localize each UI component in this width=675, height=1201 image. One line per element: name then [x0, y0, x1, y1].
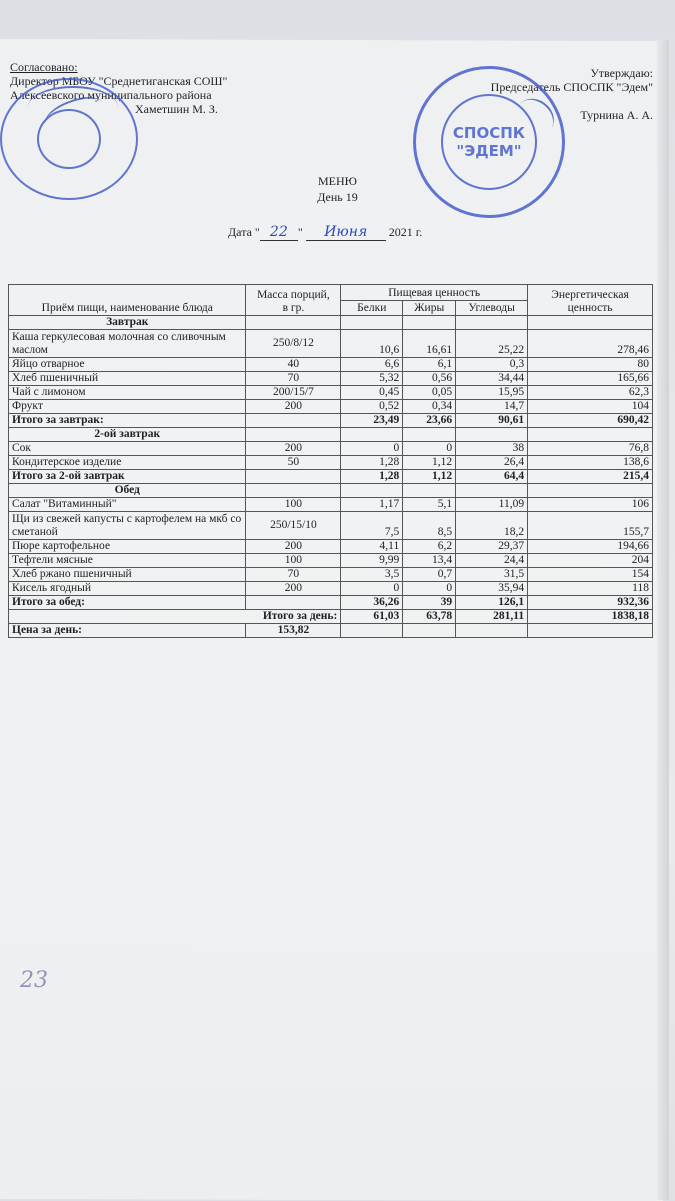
dish-name: Кондитерское изделие — [9, 456, 246, 470]
day-label: День 19 — [317, 190, 358, 204]
date-line — [228, 224, 422, 241]
dish-carbs: 15,95 — [456, 386, 528, 400]
dish-energy: 62,3 — [528, 386, 653, 400]
price-label: Цена за день: — [9, 624, 246, 638]
dish-fat: 1,12 — [403, 456, 456, 470]
dish-name: Салат "Витаминный" — [9, 498, 246, 512]
empty-cell — [403, 428, 456, 442]
agreed-label: Согласовано: — [10, 60, 78, 74]
dish-energy: 278,46 — [528, 330, 653, 358]
dish-protein: 0 — [341, 442, 403, 456]
dish-carbs: 38 — [456, 442, 528, 456]
table-row — [9, 442, 653, 456]
empty-cell — [403, 624, 456, 638]
header-mass — [246, 285, 341, 316]
table-row — [9, 540, 653, 554]
dish-carbs: 31,5 — [456, 568, 528, 582]
subtotal-label: Итого за обед: — [9, 596, 246, 610]
dish-name: Чай с лимоном — [9, 386, 246, 400]
dish-carbs: 0,3 — [456, 358, 528, 372]
price-value: 153,82 — [246, 624, 341, 638]
subtotal-protein: 23,49 — [341, 414, 403, 428]
stamp-text-2: "ЭДЕМ" — [456, 142, 522, 160]
dish-protein: 0,45 — [341, 386, 403, 400]
table-row — [9, 386, 653, 400]
dish-fat: 5,1 — [403, 498, 456, 512]
dish-name: Каша геркулесовая молочная со сливочным маслом — [9, 330, 246, 358]
day-total-protein: 61,03 — [341, 610, 403, 624]
table-row — [9, 400, 653, 414]
subtotal-fat: 1,12 — [403, 470, 456, 484]
subtotal-fat: 39 — [403, 596, 456, 610]
empty-cell — [528, 428, 653, 442]
approve-line1: Председатель СПОСПК "Эдем" — [490, 80, 653, 94]
empty-cell — [403, 316, 456, 330]
table-row — [9, 372, 653, 386]
dish-fat: 0 — [403, 442, 456, 456]
dish-energy: 204 — [528, 554, 653, 568]
stamp-text-1: СПОСПК — [452, 124, 526, 142]
dish-name: Хлеб пшеничный — [9, 372, 246, 386]
dish-energy: 76,8 — [528, 442, 653, 456]
dish-mass: 250/15/10 — [246, 512, 341, 540]
subtotal-carbs: 90,61 — [456, 414, 528, 428]
dish-energy: 165,66 — [528, 372, 653, 386]
section-title: Обед — [9, 484, 246, 498]
day-total-energy: 1838,18 — [528, 610, 653, 624]
subtotal-carbs: 64,4 — [456, 470, 528, 484]
empty-cell — [341, 316, 403, 330]
menu-title: МЕНЮ — [318, 174, 357, 188]
day-total-carbs: 281,11 — [456, 610, 528, 624]
empty-cell — [246, 484, 341, 498]
date-label: Дата " — [228, 225, 260, 239]
table-row — [9, 512, 653, 540]
empty-cell — [403, 484, 456, 498]
header-protein: Белки — [341, 300, 403, 316]
table-row — [9, 582, 653, 596]
table-row — [9, 330, 653, 358]
section-title: 2-ой завтрак — [9, 428, 246, 442]
approve-label: Утверждаю: — [590, 66, 653, 80]
dish-protein: 1,28 — [341, 456, 403, 470]
empty-cell — [528, 316, 653, 330]
dish-mass: 50 — [246, 456, 341, 470]
approve-name: Турнина А. А. — [580, 108, 653, 122]
dish-carbs: 14,7 — [456, 400, 528, 414]
subtotal-energy: 215,4 — [528, 470, 653, 484]
dish-name: Тефтели мясные — [9, 554, 246, 568]
dish-energy: 155,7 — [528, 512, 653, 540]
subtotal-carbs: 126,1 — [456, 596, 528, 610]
dish-mass: 200 — [246, 540, 341, 554]
subtotal-protein: 36,26 — [341, 596, 403, 610]
dish-protein: 0,52 — [341, 400, 403, 414]
table-row — [9, 456, 653, 470]
dish-carbs: 29,37 — [456, 540, 528, 554]
paper-edge — [657, 40, 669, 1200]
date-day: 22 — [260, 224, 298, 241]
table-row — [9, 498, 653, 512]
section-row — [9, 316, 653, 330]
header-nutrition: Пищевая ценность — [341, 285, 528, 301]
subtotal-row — [9, 596, 653, 610]
dish-energy: 194,66 — [528, 540, 653, 554]
empty-cell — [528, 484, 653, 498]
empty-cell — [246, 428, 341, 442]
dish-mass: 70 — [246, 568, 341, 582]
empty-cell — [246, 414, 341, 428]
dish-energy: 104 — [528, 400, 653, 414]
empty-cell — [528, 624, 653, 638]
dish-protein: 10,6 — [341, 330, 403, 358]
dish-name: Сок — [9, 442, 246, 456]
agreed-line1: Директор МБОУ "Среднетиганская СОШ" — [10, 74, 228, 88]
dish-fat: 0,34 — [403, 400, 456, 414]
dish-protein: 6,6 — [341, 358, 403, 372]
dish-energy: 80 — [528, 358, 653, 372]
table-row — [9, 358, 653, 372]
dish-fat: 8,5 — [403, 512, 456, 540]
date-year: 2021 г. — [388, 225, 423, 239]
dish-protein: 5,32 — [341, 372, 403, 386]
dish-mass: 200 — [246, 400, 341, 414]
dish-carbs: 11,09 — [456, 498, 528, 512]
dish-mass: 200 — [246, 582, 341, 596]
dish-carbs: 24,4 — [456, 554, 528, 568]
dish-carbs: 18,2 — [456, 512, 528, 540]
date-month: Июня — [306, 224, 386, 241]
dish-name: Фрукт — [9, 400, 246, 414]
dish-fat: 0 — [403, 582, 456, 596]
price-row — [9, 624, 653, 638]
day-total-label: Итого за день: — [9, 610, 341, 624]
header-carbs: Углеводы — [456, 300, 528, 316]
dish-fat: 6,2 — [403, 540, 456, 554]
subtotal-row — [9, 414, 653, 428]
section-title: Завтрак — [9, 316, 246, 330]
date-sep: " — [297, 225, 303, 239]
agreed-line2: Алексеевского муниципального района — [10, 88, 212, 102]
header-energy-line2: ценность — [567, 302, 613, 314]
subtotal-energy: 932,36 — [528, 596, 653, 610]
table-row — [9, 554, 653, 568]
dish-protein: 3,5 — [341, 568, 403, 582]
day-total-fat: 63,78 — [403, 610, 456, 624]
dish-name: Хлеб ржано пшеничный — [9, 568, 246, 582]
empty-cell — [246, 316, 341, 330]
header-mass-line1: Масса порций, — [257, 289, 330, 301]
section-row — [9, 428, 653, 442]
dish-carbs: 35,94 — [456, 582, 528, 596]
dish-carbs: 26,4 — [456, 456, 528, 470]
dish-protein: 9,99 — [341, 554, 403, 568]
subtotal-label: Итого за 2-ой завтрак — [9, 470, 246, 484]
dish-energy: 118 — [528, 582, 653, 596]
dish-name: Кисель ягодный — [9, 582, 246, 596]
dish-name: Яйцо отварное — [9, 358, 246, 372]
dish-fat: 0,7 — [403, 568, 456, 582]
section-row — [9, 484, 653, 498]
dish-fat: 0,56 — [403, 372, 456, 386]
empty-cell — [246, 596, 341, 610]
empty-cell — [246, 470, 341, 484]
dish-carbs: 34,44 — [456, 372, 528, 386]
dish-protein: 0 — [341, 582, 403, 596]
dish-mass: 100 — [246, 554, 341, 568]
dish-mass: 40 — [246, 358, 341, 372]
dish-fat: 13,4 — [403, 554, 456, 568]
dish-fat: 0,05 — [403, 386, 456, 400]
page-number-mark: 23 — [20, 968, 48, 993]
header-dish: Приём пищи, наименование блюда — [9, 285, 246, 316]
header-fat: Жиры — [403, 300, 456, 316]
header-energy-line1: Энергетическая — [551, 289, 629, 301]
dish-energy: 106 — [528, 498, 653, 512]
empty-cell — [456, 316, 528, 330]
day-total-row — [9, 610, 653, 624]
table-row — [9, 568, 653, 582]
dish-protein: 7,5 — [341, 512, 403, 540]
dish-mass: 100 — [246, 498, 341, 512]
dish-protein: 1,17 — [341, 498, 403, 512]
menu-table — [8, 284, 653, 638]
agreed-name: Хаметшин М. З. — [135, 102, 218, 116]
header-energy — [528, 285, 653, 316]
dish-mass: 200/15/7 — [246, 386, 341, 400]
dish-mass: 250/8/12 — [246, 330, 341, 358]
subtotal-fat: 23,66 — [403, 414, 456, 428]
subtotal-energy: 690,42 — [528, 414, 653, 428]
header-mass-line2: в гр. — [282, 302, 305, 314]
empty-cell — [456, 624, 528, 638]
dish-mass: 200 — [246, 442, 341, 456]
empty-cell — [341, 484, 403, 498]
subtotal-protein: 1,28 — [341, 470, 403, 484]
empty-cell — [456, 428, 528, 442]
subtotal-label: Итого за завтрак: — [9, 414, 246, 428]
subtotal-row — [9, 470, 653, 484]
dish-protein: 4,11 — [341, 540, 403, 554]
dish-fat: 6,1 — [403, 358, 456, 372]
dish-carbs: 25,22 — [456, 330, 528, 358]
dish-energy: 138,6 — [528, 456, 653, 470]
dish-name: Щи из свежей капусты с картофелем на мкб со сметаной — [9, 512, 246, 540]
dish-energy: 154 — [528, 568, 653, 582]
dish-mass: 70 — [246, 372, 341, 386]
empty-cell — [341, 624, 403, 638]
dish-fat: 16,61 — [403, 330, 456, 358]
dish-name: Пюре картофельное — [9, 540, 246, 554]
empty-cell — [341, 428, 403, 442]
empty-cell — [456, 484, 528, 498]
